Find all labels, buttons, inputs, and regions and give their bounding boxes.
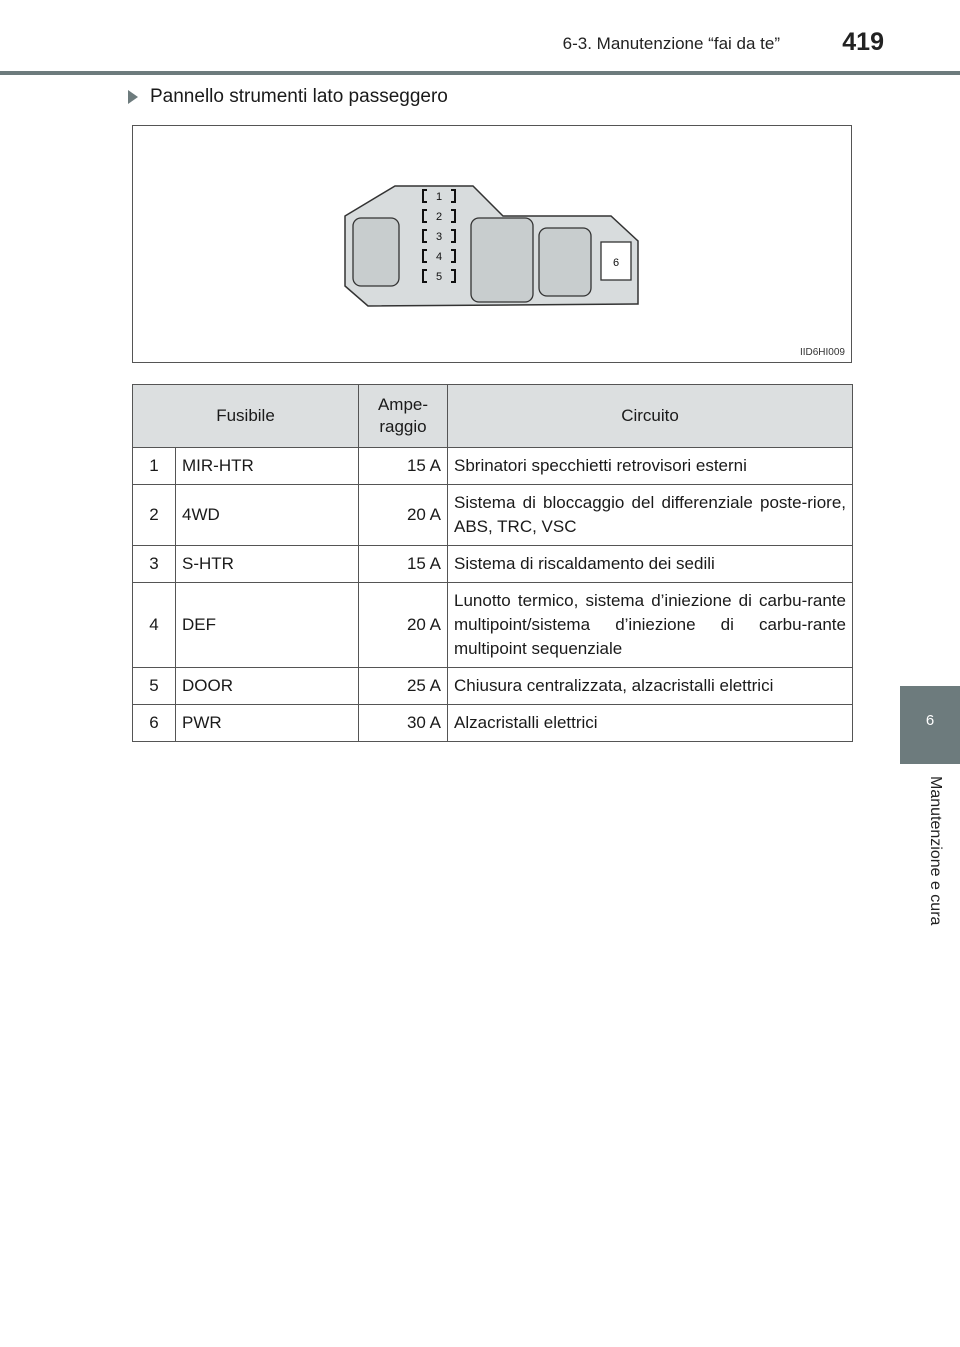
- fuse-label-4: 4: [435, 251, 443, 263]
- chapter-number: 6: [925, 712, 935, 729]
- fuse-amperage: 20 A: [359, 485, 448, 546]
- relay-block-left: [353, 218, 399, 286]
- fuse-circuit: Sistema di bloccaggio del differenziale poste-riore, ABS, TRC, VSC: [448, 485, 853, 546]
- fuse-circuit: Lunotto termico, sistema d’iniezione di carbu-rante multipoint/sistema d’iniezione di carbu-rante multipoint sequenziale: [448, 583, 853, 668]
- fuse-label-6: 6: [612, 257, 620, 269]
- fuse-number: 6: [133, 705, 176, 742]
- relay-block-middle: [471, 218, 533, 302]
- table-row: [133, 705, 853, 742]
- fuse-table: [132, 384, 853, 742]
- chapter-tab: [900, 686, 960, 764]
- fuse-name: PWR: [176, 705, 359, 742]
- table-row: [133, 485, 853, 546]
- fuse-number: 5: [133, 668, 176, 705]
- fuse-label-5: 5: [435, 271, 443, 283]
- fuse-circuit: Sistema di riscaldamento dei sedili: [448, 546, 853, 583]
- table-row: [133, 583, 853, 668]
- fuse-label-3: 3: [435, 231, 443, 243]
- relay-block-right: [539, 228, 591, 296]
- header-amperage-text: Ampe- raggio: [377, 395, 429, 436]
- fuse-box-figure: [132, 125, 852, 363]
- fuse-name: 4WD: [176, 485, 359, 546]
- fuse-number: 3: [133, 546, 176, 583]
- figure-code: IID6HI009: [799, 347, 845, 358]
- fuse-circuit: Alzacristalli elettrici: [448, 705, 853, 742]
- fuse-amperage: 15 A: [359, 546, 448, 583]
- table-row: [133, 448, 853, 485]
- fuse-circuit: Chiusura centralizzata, alzacristalli elettrici: [448, 668, 853, 705]
- header-rule: [0, 71, 960, 75]
- page-number: 419: [842, 28, 884, 56]
- fuse-number: 2: [133, 485, 176, 546]
- fuse-name: S-HTR: [176, 546, 359, 583]
- section-heading: [128, 86, 448, 108]
- heading-text: Pannello strumenti lato passeggero: [150, 86, 448, 107]
- fuse-box-diagram: [133, 126, 853, 364]
- fuse-label-2: 2: [435, 211, 443, 223]
- table-row: [133, 546, 853, 583]
- fuse-number: 1: [133, 448, 176, 485]
- section-title: 6-3. Manutenzione “fai da te”: [562, 34, 780, 53]
- header-circuit: Circuito: [448, 385, 853, 448]
- table-row: [133, 668, 853, 705]
- fuse-amperage: 15 A: [359, 448, 448, 485]
- chapter-label: Manutenzione e cura: [927, 776, 944, 926]
- fuse-label-1: 1: [435, 191, 443, 203]
- bullet-triangle-icon: [128, 90, 138, 104]
- table-header-row: [133, 385, 853, 448]
- fuse-name: MIR-HTR: [176, 448, 359, 485]
- header-amperage: [359, 385, 448, 448]
- fuse-name: DOOR: [176, 668, 359, 705]
- fuse-number: 4: [133, 583, 176, 668]
- fuse-amperage: 25 A: [359, 668, 448, 705]
- fuse-amperage: 20 A: [359, 583, 448, 668]
- fuse-amperage: 30 A: [359, 705, 448, 742]
- fuse-circuit: Sbrinatori specchietti retrovisori esterni: [448, 448, 853, 485]
- fuse-name: DEF: [176, 583, 359, 668]
- header-fuse: Fusibile: [133, 385, 359, 448]
